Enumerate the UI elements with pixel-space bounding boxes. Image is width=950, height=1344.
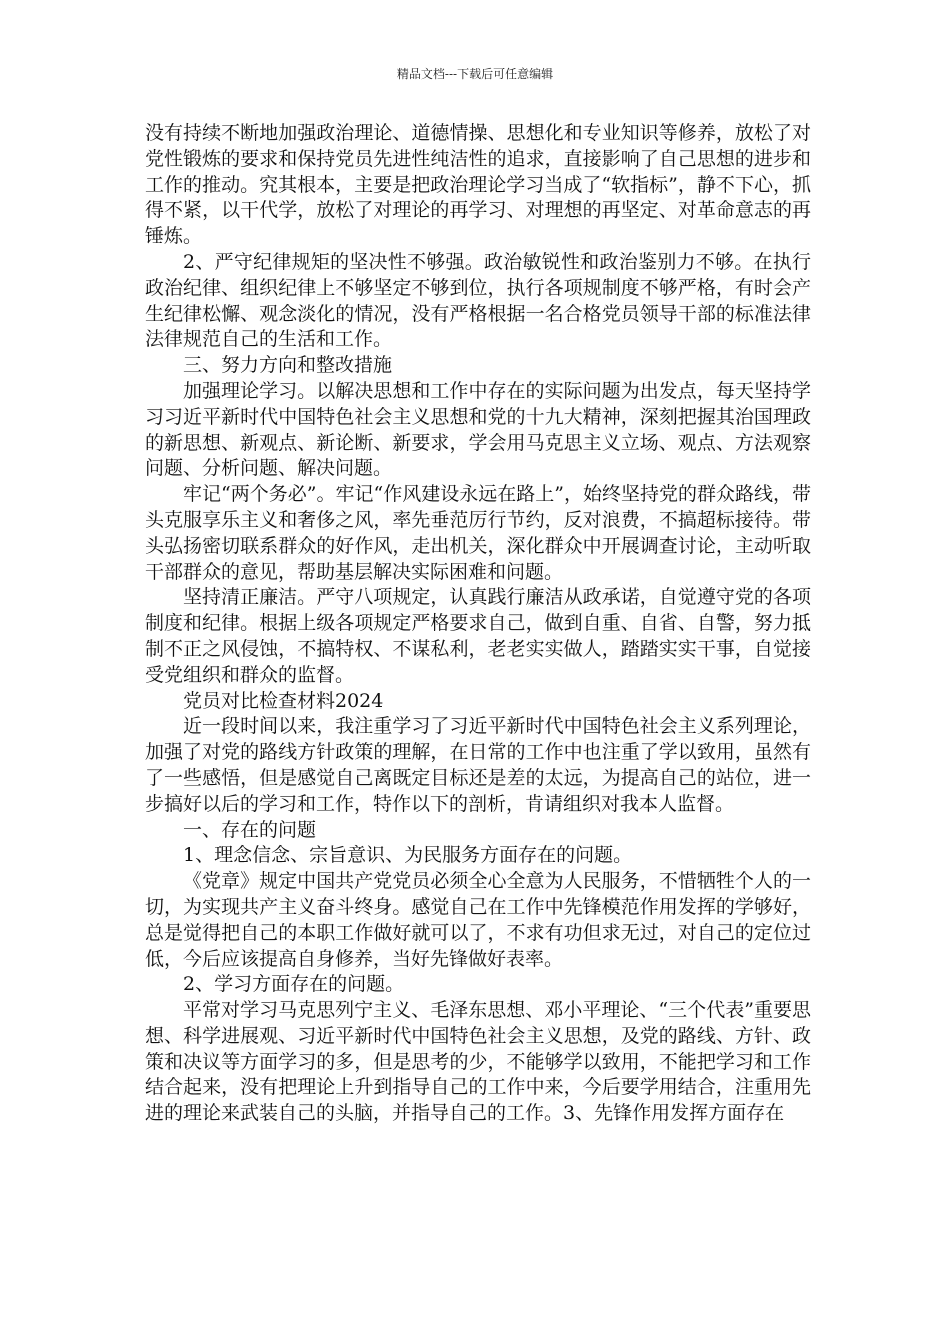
paragraph: 《党章》规定中国共产党党员必须全心全意为人民服务，不惜牺牲个人的一切，为实现共产主义奋斗终身。感觉自己在工作中先锋模范作用发挥的学够好，总是觉得把自己的本职工作做好就可以了，不求有功但求无过，对自己的定位过低，今后应该提高自身修养，当好先锋做好表率。	[145, 870, 811, 970]
subsection-heading: 2、学习方面存在的问题。	[183, 973, 405, 996]
section-heading: 三、努力方向和整改措施	[183, 354, 393, 377]
page-header: 精品文档---下载后可任意编辑	[396, 67, 554, 81]
document-title: 党员对比检查材料2024	[183, 689, 384, 712]
document-body	[145, 121, 811, 1127]
paragraph: 牢记“两个务必”。牢记“作风建设永远在路上”，始终坚持党的群众路线，带头克服享乐主义和奢侈之风，率先垂范厉行节约，反对浪费，不搞超标接待。带头弘扬密切联系群众的好作风，走出机关，深化群众中开展调查讨论，主动听取干部群众的意见，帮助基层解决实际困难和问题。	[145, 483, 811, 583]
paragraph: 2、严守纪律规矩的坚决性不够强。政治敏锐性和政治鉴别力不够。在执行政治纪律、组织纪律上不够坚定不够到位，执行各项规制度不够严格，有时会产生纪律松懈、观念淡化的情况，没有严格根据一名合格党员领导干部的标准法律法律规范自己的生活和工作。	[145, 250, 811, 351]
section-heading: 一、存在的问题	[183, 818, 317, 841]
paragraph: 坚持清正廉洁。严守八项规定，认真践行廉洁从政承诺，自觉遵守党的各项制度和纪律。根据上级各项规定严格要求自己，做到自重、自省、自警，努力抵制不正之风侵蚀，不搞特权、不谋私利，老老实实做人，踏踏实实干事，自觉接受党组织和群众的监督。	[145, 586, 811, 686]
paragraph: 平常对学习马克思列宁主义、毛泽东思想、邓小平理论、“三个代表”重要思想、科学进展观、习近平新时代中国特色社会主义思想，及党的路线、方针、政策和决议等方面学习的多，但是思考的少，不能够学以致用，不能把学习和工作结合起来，没有把理论上升到指导自己的工作中来，今后要学用结合，注重用先进的理论来武装自己的头脑，并指导自己的工作。3、先锋作用发挥方面存在	[145, 999, 811, 1125]
paragraph: 没有持续不断地加强政治理论、道德情操、思想化和专业知识等修养，放松了对党性锻炼的要求和保持党员先进性纯洁性的追求，直接影响了自己思想的进步和工作的推动。究其根本，主要是把政治理论学习当成了“软指标”，静不下心，抓得不紧，以干代学，放松了对理论的再学习、对理想的再坚定、对革命意志的再锤炼。	[145, 122, 811, 248]
paragraph: 近一段时间以来，我注重学习了习近平新时代中国特色社会主义系列理论，加强了对党的路线方针政策的理解，在日常的工作中也注重了学以致用，虽然有了一些感悟，但是感觉自己离既定目标还是差的太远，为提高自己的站位，进一步搞好以后的学习和工作，特作以下的剖析，肯请组织对我本人监督。	[145, 715, 811, 815]
paragraph: 加强理论学习。以解决思想和工作中存在的实际问题为出发点，每天坚持学习习近平新时代中国特色社会主义思想和党的十九大精神，深刻把握其治国理政的新思想、新观点、新论断、新要求，学会用马克思主义立场、观点、方法观察问题、分析问题、解决问题。	[145, 379, 811, 480]
subsection-heading: 1、理念信念、宗旨意识、为民服务方面存在的问题。	[183, 844, 633, 867]
